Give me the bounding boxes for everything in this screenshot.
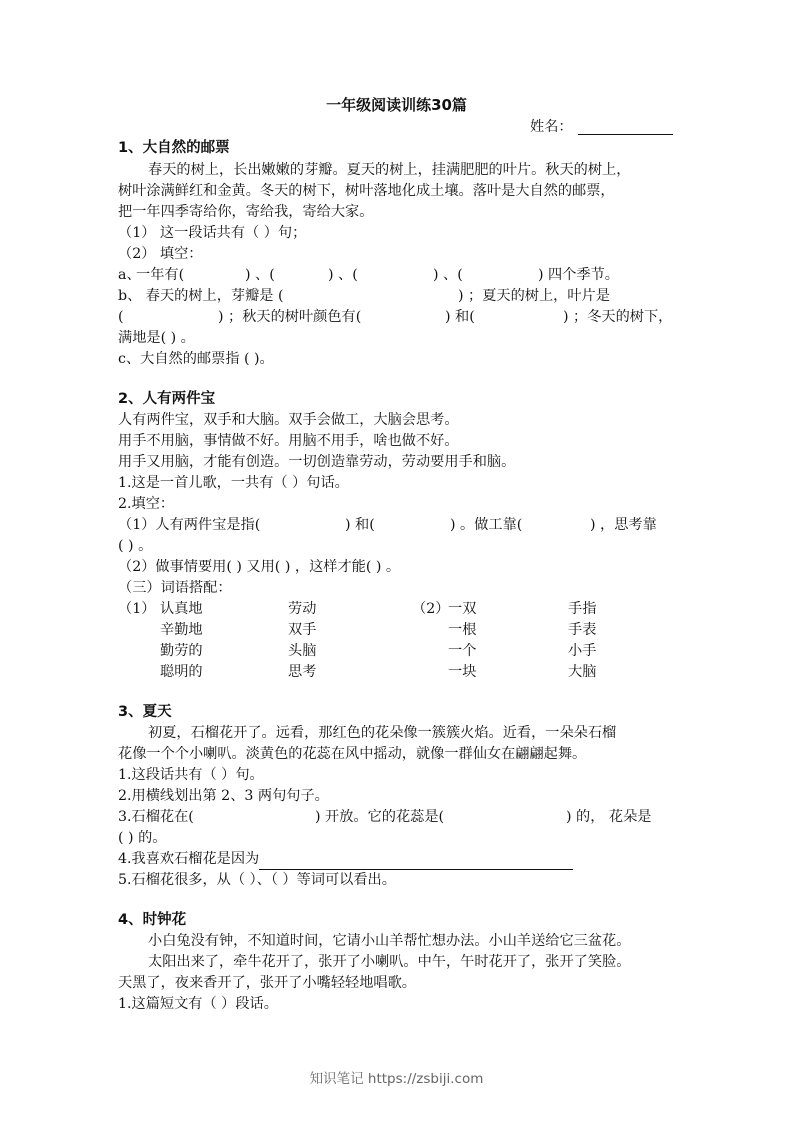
section-1-q-b-part: 满地是( ) 。	[118, 330, 195, 346]
section-1-q-b-part: ) ；秋天的树叶颜色有(	[218, 309, 362, 325]
section-1-q-a-prefix: a、	[118, 267, 141, 283]
section-3-q3-part: ) 开放。它的花蕊是(	[315, 809, 445, 825]
match-right-a-item: 一块	[448, 664, 477, 680]
section-1-paragraph-line: 把一年四季寄给你，寄给我，寄给大家。	[118, 204, 374, 220]
section-4-paragraph-line: 天黑了，夜来香开了，张开了小嘴轻轻地唱歌。	[118, 975, 416, 991]
document-title: 一年级阅读训练30篇	[326, 96, 467, 114]
section-1-heading: 1、大自然的邮票	[118, 140, 230, 156]
footer-watermark[interactable]: 知识笔记 https://zsbiji.com	[309, 1071, 484, 1087]
section-2-question-1: 1.这是一首儿歌，一共有（ ）句话。	[118, 475, 349, 491]
section-1-q-b-part: ) ；夏天的树上，叶片是	[458, 288, 610, 304]
answer-line[interactable]	[259, 855, 573, 870]
section-3-q3-part: 3.石榴花在(	[118, 809, 194, 825]
section-3-paragraph-line: 初夏，石榴花开了。远看，那红色的花朵像一簇簇火焰。近看，一朵朵石榴	[148, 725, 617, 741]
section-1-q-b-part: ) 和(	[445, 309, 475, 325]
match-left-b-item: 双手	[288, 622, 317, 638]
match-left-label: （1）	[118, 601, 156, 617]
match-left-b-item: 思考	[288, 664, 317, 680]
match-right-b-item: 手指	[568, 601, 597, 617]
name-label: 姓名：	[530, 119, 573, 135]
name-input-line[interactable]	[578, 134, 673, 135]
section-2-heading: 2、人有两件宝	[118, 391, 216, 407]
match-right-b-item: 手表	[568, 622, 597, 638]
section-2-poem-line: 用手不用脑，事情做不好。用脑不用手，啥也做不好。	[118, 433, 459, 449]
section-1-q-a-part: ) 、(	[328, 267, 358, 283]
section-3-question-1: 1.这段话共有（ ）句。	[118, 767, 264, 783]
section-1-q-c: c、大自然的邮票指 ( )。	[118, 351, 274, 367]
section-2-poem-line: 人有两件宝，双手和大脑。双手会做工，大脑会思考。	[118, 412, 459, 428]
section-2-q3-part: （1）人有两件宝是指(	[118, 517, 261, 533]
match-left-a-item: 勤劳的	[160, 643, 203, 659]
section-2-question-5: （三）词语搭配：	[118, 580, 232, 596]
section-1-q-a-part: ) 、(	[433, 267, 463, 283]
section-4-heading: 4、时钟花	[118, 912, 187, 928]
match-left-a-item: 辛勤地	[160, 622, 203, 638]
section-2-q3-part: ) 和(	[345, 517, 375, 533]
section-3-question-5: 5.石榴花很多，从（ ）、（ ）等词可以看出。	[118, 872, 396, 888]
section-1-q-a-part: ) 、(	[245, 267, 275, 283]
match-left-a-item: 认真地	[160, 601, 203, 617]
section-2-q3-part: ) 。做工靠(	[450, 517, 523, 533]
match-right-a-item: 一双	[448, 601, 477, 617]
section-1-q-b-part: b、 春天的树上，芽瓣是 (	[118, 288, 284, 304]
section-2-question-4: （2）做事情要用( ) 又用( ) ，这样才能( ) 。	[118, 559, 401, 575]
section-1-q-b-part: ) ；冬天的树下，	[563, 309, 673, 325]
section-3-question-2: 2.用横线划出第 2、3 两句句子。	[118, 788, 329, 804]
match-right-b-item: 大脑	[568, 664, 597, 680]
section-4-paragraph-line: 太阳出来了，牵牛花开了，张开了小喇叭。中午，午时花开了，张开了笑脸。	[148, 954, 631, 970]
match-right-a-item: 一个	[448, 643, 477, 659]
section-3-heading: 3、夏天	[118, 704, 172, 720]
section-1-question-1: （1） 这一段话共有（ ）句；	[118, 225, 307, 241]
match-right-b-item: 小手	[568, 643, 597, 659]
section-1-paragraph-line: 春天的树上，长出嫩嫩的芽瓣。夏天的树上，挂满肥肥的叶片。秋天的树上，	[148, 162, 631, 178]
section-1-paragraph-line: 树叶涂满鲜红和金黄。冬天的树下，树叶落地化成土壤。落叶是大自然的邮票，	[118, 183, 615, 199]
section-4-paragraph-line: 小白兔没有钟，不知道时间，它请小山羊帮忙想办法。小山羊送给它三盆花。	[148, 933, 631, 949]
section-1-q-a-part: ) 四个季节。	[538, 267, 619, 283]
section-1-q-b-part: (	[118, 309, 124, 325]
section-2-q3-part: ( ) 。	[118, 538, 153, 554]
section-4-question-1: 1.这篇短文有（ ）段话。	[118, 996, 278, 1012]
section-3-question-4	[118, 849, 573, 870]
match-right-label: （2）	[412, 601, 450, 617]
section-3-question-4-text: 4.我喜欢石榴花是因为	[118, 851, 260, 867]
section-1-question-2: （2） 填空：	[118, 246, 203, 262]
section-3-paragraph-line: 花像一个个小喇叭。淡黄色的花蕊在风中摇动，就像一群仙女在翩翩起舞。	[118, 746, 587, 762]
section-2-q3-part: ) ，思考靠	[590, 517, 657, 533]
section-2-poem-line: 用手又用脑，才能有创造。一切创造靠劳动，劳动要用手和脑。	[118, 454, 516, 470]
match-left-a-item: 聪明的	[160, 664, 203, 680]
match-left-b-item: 劳动	[288, 601, 317, 617]
match-right-a-item: 一根	[448, 622, 477, 638]
section-1-q-a-part: 一年有(	[136, 267, 185, 283]
section-3-q3-part: ( ) 的。	[118, 830, 167, 846]
section-3-q3-part: ) 的， 花朵是	[566, 809, 652, 825]
section-2-question-2: 2.填空：	[118, 496, 175, 512]
match-left-b-item: 头脑	[288, 643, 317, 659]
